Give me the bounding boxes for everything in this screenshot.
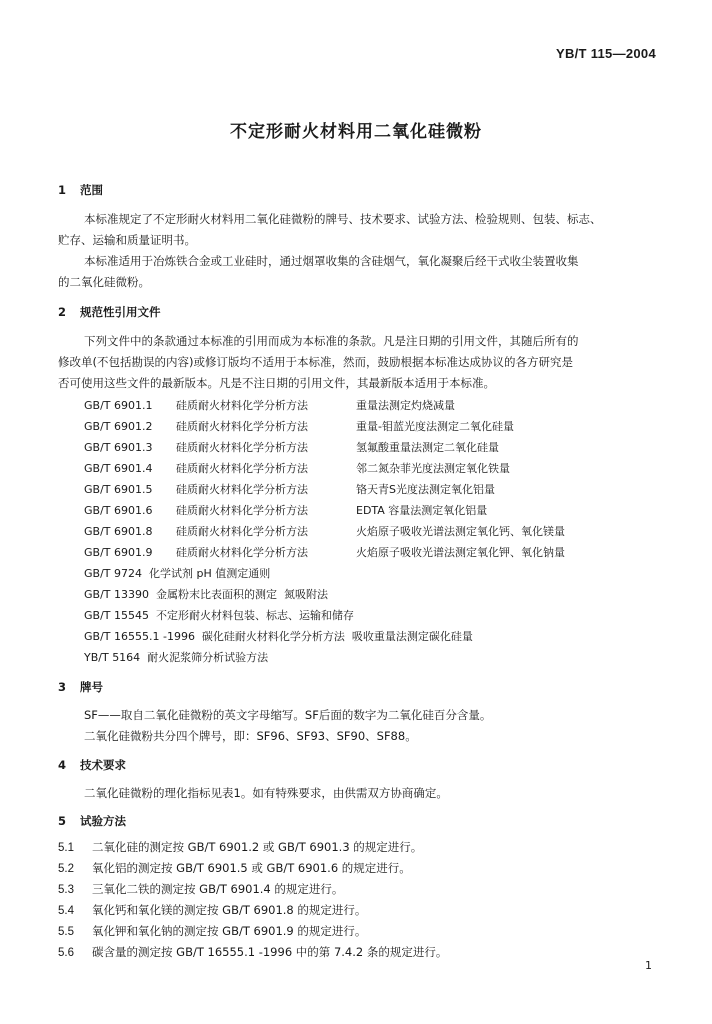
clause-number: 5.4	[58, 905, 74, 917]
ref-title: EDTA 容量法测定氧化铝量	[356, 504, 488, 517]
reference-item	[84, 418, 514, 434]
clause-number: 5.6	[58, 947, 74, 959]
section-title: 规范性引用文件	[80, 305, 161, 319]
ref-code: GB/T 6901.1	[84, 399, 153, 412]
reference-item: GB/T 15545 不定形耐火材料包装、标志、运输和储存	[84, 609, 354, 622]
ref-code: GB/T 6901.8	[84, 525, 153, 538]
ref-code: GB/T 6901.6	[84, 504, 153, 517]
section-title: 试验方法	[80, 814, 126, 828]
page-number: 1	[645, 959, 652, 972]
paragraph	[58, 331, 662, 394]
ref-series: 硅质耐火材料化学分析方法	[176, 546, 308, 559]
test-method-item	[58, 839, 422, 855]
text-line: 修改单(不包括勘误的内容)或修订版均不适用于本标准，然而，鼓励根据本标准达成协议的各方研究是	[58, 355, 573, 369]
paragraph	[58, 209, 662, 293]
ref-series: 硅质耐火材料化学分析方法	[176, 483, 308, 496]
reference-item	[84, 481, 495, 497]
section-number: 5	[58, 814, 67, 828]
ref-series: 硅质耐火材料化学分析方法	[176, 441, 308, 454]
reference-item: GB/T 16555.1 -1996 碳化硅耐火材料化学分析方法 吸收重量法测定碳化硅量	[84, 630, 473, 643]
reference-item: YB/T 5164 耐火泥浆筛分析试验方法	[84, 651, 269, 664]
ref-title: 火焰原子吸收光谱法测定氧化钾、氧化钠量	[356, 546, 565, 559]
test-method-item	[58, 923, 366, 939]
ref-series: 硅质耐火材料化学分析方法	[176, 462, 308, 475]
section-4-heading	[58, 757, 126, 773]
text-line: SF——取自二氧化硅微粉的英文字母缩写。SF后面的数字为二氧化硅百分含量。	[84, 708, 492, 722]
test-method-item	[58, 902, 366, 918]
clause-number: 5.2	[58, 863, 74, 875]
ref-series: 硅质耐火材料化学分析方法	[176, 420, 308, 433]
ref-code: GB/T 6901.9	[84, 546, 153, 559]
test-method-item	[58, 944, 447, 960]
ref-series: 硅质耐火材料化学分析方法	[176, 525, 308, 538]
document-title: 不定形耐火材料用二氧化硅微粉	[230, 122, 482, 142]
clause-text: 二氧化硅的测定按 GB/T 6901.2 或 GB/T 6901.3 的规定进行。	[92, 840, 423, 854]
section-2-heading	[58, 304, 161, 320]
reference-item	[84, 502, 487, 518]
text-line: 二氧化硅微粉的理化指标见表1。如有特殊要求，由供需双方协商确定。	[84, 786, 448, 800]
test-method-item	[58, 881, 343, 897]
clause-number: 5.3	[58, 884, 74, 896]
ref-series: 硅质耐火材料化学分析方法	[176, 504, 308, 517]
reference-item: GB/T 13390 金属粉末比表面积的测定 氮吸附法	[84, 588, 328, 601]
ref-series: 硅质耐火材料化学分析方法	[176, 399, 308, 412]
paragraph	[58, 783, 662, 804]
standard-code: YB/T 115—2004	[555, 46, 656, 61]
section-title: 牌号	[80, 680, 103, 694]
text-line: 否可使用这些文件的最新版本。凡是不注日期的引用文件，其最新版本适用于本标准。	[58, 376, 495, 390]
reference-item	[84, 544, 565, 560]
ref-code: GB/T 6901.5	[84, 483, 153, 496]
text-line: 贮存、运输和质量证明书。	[58, 233, 196, 247]
section-title: 范围	[80, 183, 103, 197]
section-5-heading	[58, 813, 126, 829]
clause-number: 5.5	[58, 926, 74, 938]
ref-title: 重量法测定灼烧减量	[356, 399, 455, 412]
reference-item: GB/T 9724 化学试剂 pH 值测定通则	[84, 567, 271, 580]
text-line: 下列文件中的条款通过本标准的引用而成为本标准的条款。凡是注日期的引用文件，其随后所有的	[84, 334, 579, 348]
text-line: 的二氧化硅微粉。	[58, 275, 150, 289]
text-line: 二氧化硅微粉共分四个牌号，即：SF96、SF93、SF90、SF88。	[84, 729, 417, 743]
section-title: 技术要求	[80, 758, 126, 772]
clause-text: 碳含量的测定按 GB/T 16555.1 -1996 中的第 7.4.2 条的规定进行。	[92, 945, 448, 959]
section-3-heading	[58, 679, 103, 695]
ref-title: 邻二氮杂菲光度法测定氧化铁量	[356, 462, 510, 475]
ref-title: 铬天青S光度法测定氧化铝量	[356, 483, 495, 496]
clause-text: 氧化铝的测定按 GB/T 6901.5 或 GB/T 6901.6 的规定进行。	[92, 861, 411, 875]
ref-code: GB/T 6901.3	[84, 441, 153, 454]
test-method-item	[58, 860, 411, 876]
section-number: 2	[58, 305, 67, 319]
clause-text: 氧化钙和氧化镁的测定按 GB/T 6901.8 的规定进行。	[92, 903, 367, 917]
clause-number: 5.1	[58, 842, 74, 854]
reference-item	[84, 439, 499, 455]
ref-code: GB/T 6901.2	[84, 420, 153, 433]
text-line: 本标准规定了不定形耐火材料用二氧化硅微粉的牌号、技术要求、试验方法、检验规则、包装、标志、	[84, 212, 602, 226]
reference-item	[84, 460, 510, 476]
paragraph	[58, 705, 662, 747]
clause-text: 氧化钾和氧化钠的测定按 GB/T 6901.9 的规定进行。	[92, 924, 367, 938]
ref-title: 氢氟酸重量法测定二氧化硅量	[356, 441, 499, 454]
text-line: 本标准适用于冶炼铁合金或工业硅时，通过烟罩收集的含硅烟气，氧化凝聚后经干式收尘装置收集	[84, 254, 579, 268]
section-number: 4	[58, 758, 67, 772]
section-number: 3	[58, 680, 67, 694]
section-number: 1	[58, 183, 67, 197]
ref-title: 重量-钼蓝光度法测定二氧化硅量	[356, 420, 514, 433]
ref-title: 火焰原子吸收光谱法测定氧化钙、氧化镁量	[356, 525, 565, 538]
reference-item	[84, 397, 455, 413]
ref-code: GB/T 6901.4	[84, 462, 153, 475]
section-1-heading	[58, 182, 103, 198]
clause-text: 三氧化二铁的测定按 GB/T 6901.4 的规定进行。	[92, 882, 344, 896]
reference-item	[84, 523, 565, 539]
